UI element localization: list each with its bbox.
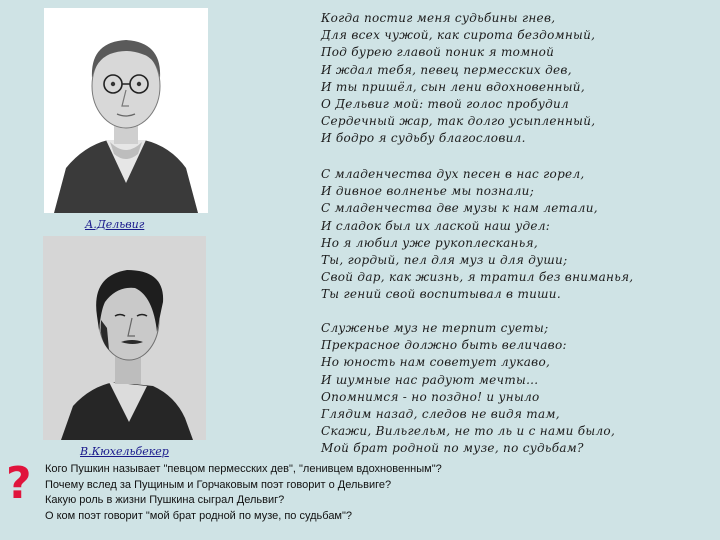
poem-line: С младенчества две музы к нам летали, bbox=[321, 201, 598, 216]
poem-line: Ты, гордый, пел для муз и для души; bbox=[321, 253, 568, 268]
poem-line: И ты пришёл, сын лени вдохновенный, bbox=[321, 79, 585, 94]
poem-line: Но я любил уже рукоплесканья, bbox=[321, 235, 538, 250]
caption-delvig[interactable]: А.Дельвиг bbox=[85, 218, 145, 231]
poem-line: Для всех чужой, как сирота бездомный, bbox=[321, 28, 596, 43]
delvig-portrait-image bbox=[44, 8, 208, 213]
caption-kuchelbecker[interactable]: В.Кюхельбекер bbox=[80, 445, 169, 458]
poem-line: Но юность нам советует лукаво, bbox=[321, 355, 551, 370]
poem-line: Свой дар, как жизнь, я тратил без вниманья, bbox=[321, 270, 634, 285]
poem-line: О Дельвиг мой: твой голос пробудил bbox=[321, 97, 569, 112]
poem-line: Прекрасное должно быть величаво: bbox=[321, 338, 567, 353]
portrait-kuchelbecker bbox=[43, 236, 206, 440]
question-item: Кого Пушкин называет "певцом пермесских дев", "ленивцем вдохновенным"? bbox=[45, 463, 442, 475]
kuchelbecker-portrait-image bbox=[43, 236, 206, 440]
poem-stanza-2 bbox=[321, 166, 716, 304]
questions-list bbox=[45, 462, 442, 524]
poem-stanza-3 bbox=[321, 320, 716, 458]
poem-line: Скажи, Вильгельм, не то ль и с нами было, bbox=[321, 424, 616, 439]
poem-line: И шумные нас радуют мечты... bbox=[321, 372, 539, 387]
question-item: Какую роль в жизни Пушкина сыграл Дельвиг? bbox=[45, 494, 285, 506]
poem-line: Глядим назад, следов не видя там, bbox=[321, 407, 560, 422]
poem-line: Мой брат родной по музе, по судьбам? bbox=[321, 441, 584, 456]
poem-line: И дивное волненье мы познали; bbox=[321, 184, 535, 199]
poem-line: Ты гений свой воспитывал в тиши. bbox=[321, 287, 561, 302]
portrait-delvig bbox=[44, 8, 208, 213]
poem-line: И сладок был их лаской наш удел: bbox=[321, 218, 551, 233]
poem-line: Под бурею главой поник я томной bbox=[321, 45, 555, 60]
poem-line: И бодро я судьбу благословил. bbox=[321, 131, 526, 146]
poem-line: Опомнимся - но поздно! и уныло bbox=[321, 389, 540, 404]
question-mark-icon: ? bbox=[6, 458, 32, 509]
poem-stanza-1 bbox=[321, 10, 716, 148]
poem-line: С младенчества дух песен в нас горел, bbox=[321, 167, 585, 181]
poem-line: Служенье муз не терпит суеты; bbox=[321, 321, 549, 335]
poem-line: И ждал тебя, певец пермесских дев, bbox=[321, 62, 572, 77]
poem-line: Сердечный жар, так долго усыпленный, bbox=[321, 114, 596, 129]
question-item: О ком поэт говорит "мой брат родной по музе, по судьбам"? bbox=[45, 509, 353, 522]
poem-line: Когда постиг меня судьбины гнев, bbox=[321, 11, 556, 25]
question-item: Почему вслед за Пущиным и Горчаковым поэт говорит о Дельвиге? bbox=[45, 478, 392, 491]
